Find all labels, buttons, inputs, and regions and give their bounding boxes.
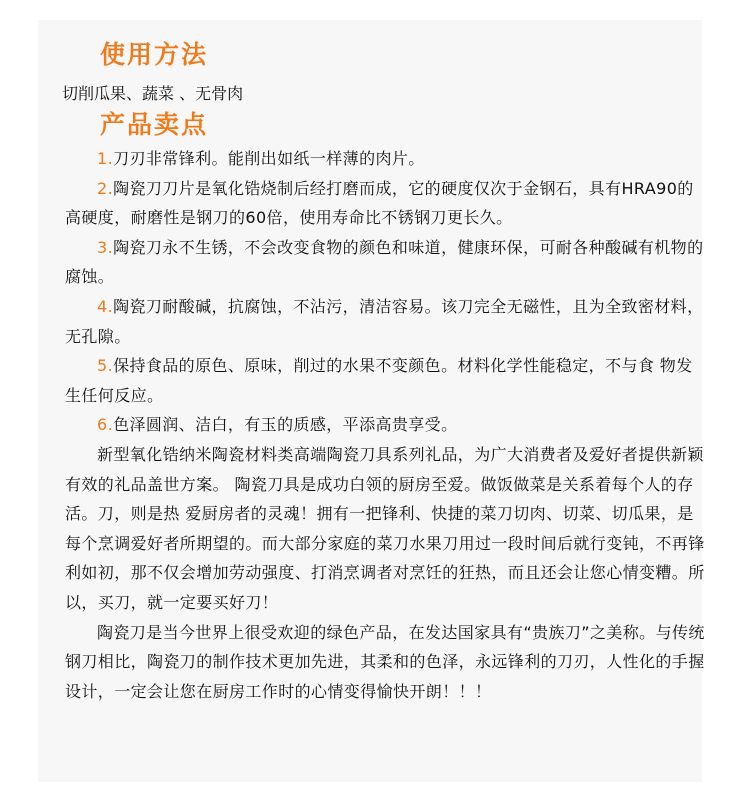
item-number: 4.: [97, 296, 114, 316]
item-number: 3.: [97, 237, 114, 257]
paragraph-green-product: 陶瓷刀是当今世界上很受欢迎的绿色产品，在发达国家具有“贵族刀”之美称。与传统钢刀相比，陶瓷刀的制作技术更加先进，其柔和的色泽，永远锋利的刀刃，人性化的手握设计，一定会让您在厨房工作时的心情变得愉快开朗！！！: [65, 622, 705, 701]
item-text: 陶瓷刀永不生锈，不会改变食物的颜色和味道，健康环保，可耐各种酸碱有机物的腐蚀。: [65, 237, 704, 287]
paragraph-intro: 新型氧化锆纳米陶瓷材料类高端陶瓷刀具系列礼品，为广大消费者及爱好者提供新颖有效的礼品盖世方案。 陶瓷刀具是成功白领的厨房至爱。做饭做菜是关系着每个人的存活。刀，则是热 爱厨房者的灵魂！拥有一把锋利、快捷的菜刀切肉、切菜、切瓜果，是每个烹调爱好者所期望的。而大部分家庭的菜刀水果刀用过一段时间后就行变钝，不再锋利如初，那不仅会增加劳动强度、打消烹调者对烹饪的狂热，而且还会让您心情变糟。所以，买刀，就一定要买好刀！: [65, 444, 705, 612]
item-number: 1.: [97, 149, 114, 168]
selling-point-item: [65, 144, 705, 174]
item-number: 5.: [97, 356, 114, 376]
selling-point-item: [65, 233, 705, 292]
selling-point-item: [65, 174, 705, 233]
usage-heading: 使用方法: [100, 40, 209, 69]
item-text: 保持食品的原色、原味，削过的水果不变颜色。材料化学性能稳定，不与食 物发生任何反应。: [65, 356, 693, 405]
selling-point-item: [65, 410, 705, 440]
item-text: 刀刃非常锋利。能削出如纸一样薄的肉片。: [113, 149, 425, 168]
item-text: 色泽圆润、洁白，有玉的质感，平添高贵享受。: [113, 415, 458, 435]
selling-points-heading: 产品卖点: [100, 110, 209, 139]
selling-point-item: [65, 292, 705, 351]
item-number: 6.: [97, 415, 114, 435]
article-body: [65, 144, 705, 706]
item-text: 陶瓷刀刀片是氧化锆烧制后经打磨而成，它的硬度仅次于金钢石，具有HRA90的高硬度，耐磨性是钢刀的60倍，使用寿命比不锈钢刀更长久。: [65, 178, 694, 228]
usage-text: 切削瓜果、蔬菜 、无骨肉: [62, 84, 244, 103]
item-number: 2.: [97, 178, 114, 198]
item-text: 陶瓷刀耐酸碱，抗腐蚀，不沾污，清洁容易。该刀完全无磁性，且为全致密材料，无孔隙。: [65, 296, 704, 346]
selling-point-item: [65, 351, 705, 410]
